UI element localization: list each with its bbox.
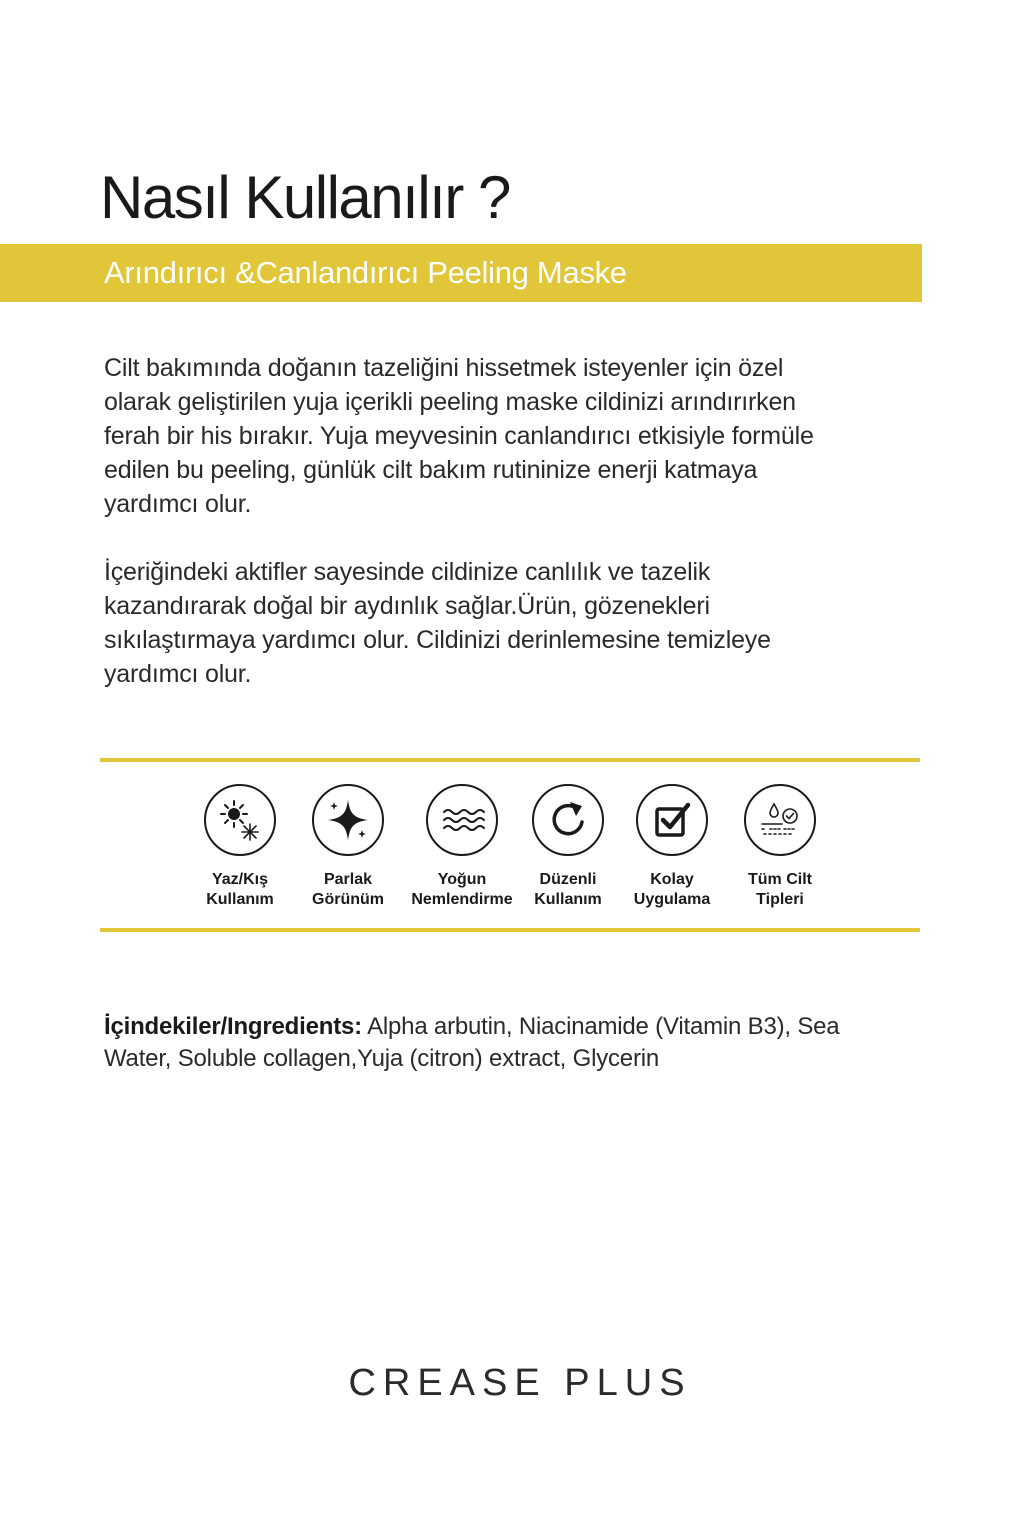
feature-label: Kolay Uygulama bbox=[633, 871, 711, 908]
product-subtitle: Arındırıcı &Canlandırıcı Peeling Maske bbox=[104, 255, 627, 290]
divider-top bbox=[100, 758, 920, 762]
sun-snowflake-icon bbox=[204, 784, 276, 856]
ingredients-list-line-2: Water, Soluble collagen,Yuja (citron) extract, Glycerin bbox=[104, 1045, 660, 1072]
feature-yogun bbox=[402, 780, 522, 910]
paragraph-line: yardımcı olur. bbox=[104, 490, 252, 518]
ingredients-text bbox=[104, 1011, 904, 1075]
paragraph-line: ferah bir his bırakır. Yuja meyvesinin canlandırıcı etkisiyle formüle bbox=[104, 422, 814, 450]
feature-tum-cilt bbox=[720, 780, 840, 910]
paragraph-line: İçeriğindeki aktifler sayesinde cildinize canlılık ve tazelik bbox=[104, 558, 711, 586]
paragraph-line: yardımcı olur. bbox=[104, 660, 252, 688]
paragraph-line: kazandırarak doğal bir aydınlık sağlar.Ürün, gözenekleri bbox=[104, 592, 710, 620]
skin-layers-check-icon bbox=[744, 784, 816, 856]
feature-yaz-kis bbox=[180, 780, 300, 910]
description-paragraph-1 bbox=[104, 351, 904, 521]
description-paragraph-2 bbox=[104, 555, 904, 691]
paragraph-line: olarak geliştirilen yuja içerikli peeling maske cildinizi arındırırken bbox=[104, 388, 796, 416]
checkbox-icon bbox=[636, 784, 708, 856]
paragraph-line: edilen bu peeling, günlük cilt bakım rutininize enerji katmaya bbox=[104, 456, 758, 484]
feature-kolay bbox=[612, 780, 732, 910]
page-title: Nasıl Kullanılır ? bbox=[100, 164, 510, 231]
ingredients-label: İçindekiler/Ingredients: bbox=[104, 1013, 362, 1040]
feature-label: Parlak Görünüm bbox=[312, 871, 384, 908]
brand-logo: CREASE PLUS bbox=[348, 1362, 692, 1404]
ingredients-list-line-1: Alpha arbutin, Niacinamide (Vitamin B3), Sea bbox=[361, 1013, 840, 1040]
circular-arrow-icon bbox=[532, 784, 604, 856]
paragraph-line: Cilt bakımında doğanın tazeliğini hissetmek isteyenler için özel bbox=[104, 354, 784, 382]
sparkle-icon bbox=[312, 784, 384, 856]
feature-label: Yoğun Nemlendirme bbox=[411, 871, 513, 908]
subtitle-banner bbox=[0, 244, 922, 302]
feature-icons-row bbox=[188, 780, 828, 920]
feature-label: Düzenli Kullanım bbox=[534, 871, 602, 908]
waves-icon bbox=[426, 784, 498, 856]
feature-parlak bbox=[288, 780, 408, 910]
feature-label: Yaz/Kış Kullanım bbox=[206, 871, 274, 908]
paragraph-line: sıkılaştırmaya yardımcı olur. Cildinizi derinlemesine temizleye bbox=[104, 626, 771, 654]
feature-label: Tüm Cilt Tipleri bbox=[748, 871, 812, 908]
feature-duzenli bbox=[508, 780, 628, 910]
divider-bottom bbox=[100, 928, 920, 932]
